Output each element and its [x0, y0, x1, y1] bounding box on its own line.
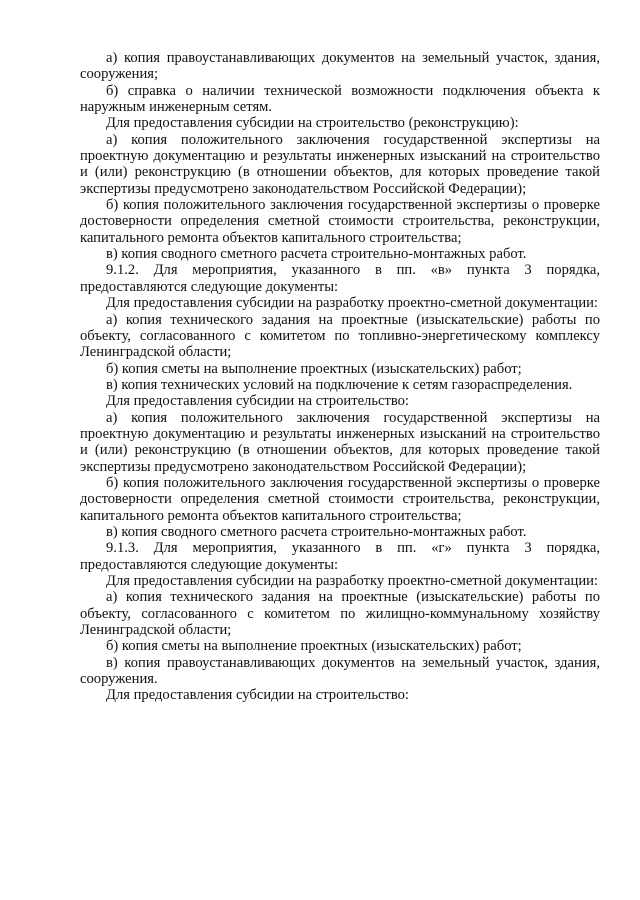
section-9-1-2: 9.1.2. Для мероприятия, указанного в пп. «в» пункта 3 порядка, предоставляются следующие документы:: [80, 262, 600, 295]
design-subsidy-heading-2: Для предоставления субсидии на разработку проектно-сметной документации:: [106, 573, 598, 589]
section-9-1-3: 9.1.3. Для мероприятия, указанного в пп. «г» пункта 3 порядка, предоставляются следующие документы:: [80, 540, 600, 573]
item-a-land-documents: а) копия правоустанавливающих документов на земельный участок, здания, сооружения;: [80, 50, 600, 83]
item-a-technical-task-housing: а) копия технического задания на проектные (изыскательские) работы по объекту, согласованного с комитетом по жилищно-коммунальному хозяйству Ленинградской области;: [80, 589, 600, 639]
item-a-expertise-conclusion-2: а) копия положительного заключения государственной экспертизы на проектную документацию и результаты инженерных изысканий на строительство и (или) реконструкцию (в отношении объектов, для которых проведение такой экспертизы предусмотрено законодательством Российской Федерации);: [80, 409, 600, 475]
item-b-design-estimate: б) копия сметы на выполнение проектных (изыскательских) работ;: [106, 360, 522, 377]
construction-subsidy-heading-3: Для предоставления субсидии на строительство:: [106, 687, 409, 704]
item-b-cost-verification: б) копия положительного заключения государственной экспертизы о проверке достоверности определения сметной стоимости строительства, реконструкции, капитального ремонта объектов капитального строительства;: [80, 197, 600, 246]
item-b-cost-verification-2: б) копия положительного заключения государственной экспертизы о проверке достоверности определения сметной стоимости строительства, реконструкции, капитального ремонта объектов капитального строительства;: [80, 474, 600, 524]
design-subsidy-heading: Для предоставления субсидии на разработку проектно-сметной документации:: [106, 295, 598, 312]
item-b-design-estimate-2: б) копия сметы на выполнение проектных (изыскательских) работ;: [106, 638, 522, 655]
document-page: [80, 50, 600, 704]
item-c-summary-estimate: в) копия сводного сметного расчета строительно-монтажных работ.: [106, 246, 527, 263]
item-c-gas-conditions: в) копия технических условий на подключение к сетям газораспределения.: [106, 376, 573, 393]
item-a-expertise-conclusion: а) копия положительного заключения государственной экспертизы на проектную документацию и результаты инженерных изысканий на строительство и (или) реконструкцию (в отношении объектов, для которых проведение такой экспертизы предусмотрено законодательством Российской Федерации);: [80, 131, 600, 197]
item-a-technical-task-fuel: а) копия технического задания на проектные (изыскательские) работы по объекту, согласованного с комитетом по топливно-энергетическому комплексу Ленинградской области;: [80, 311, 600, 361]
item-b-connection-certificate: б) справка о наличии технической возможности подключения объекта к наружным инженерным сетям.: [80, 82, 600, 116]
construction-subsidy-heading-2: Для предоставления субсидии на строительство:: [106, 393, 409, 410]
item-c-land-documents: в) копия правоустанавливающих документов на земельный участок, здания, сооружения.: [80, 654, 600, 688]
construction-subsidy-heading: Для предоставления субсидии на строительство (реконструкцию):: [106, 115, 519, 132]
item-c-summary-estimate-2: в) копия сводного сметного расчета строительно-монтажных работ.: [106, 523, 527, 540]
